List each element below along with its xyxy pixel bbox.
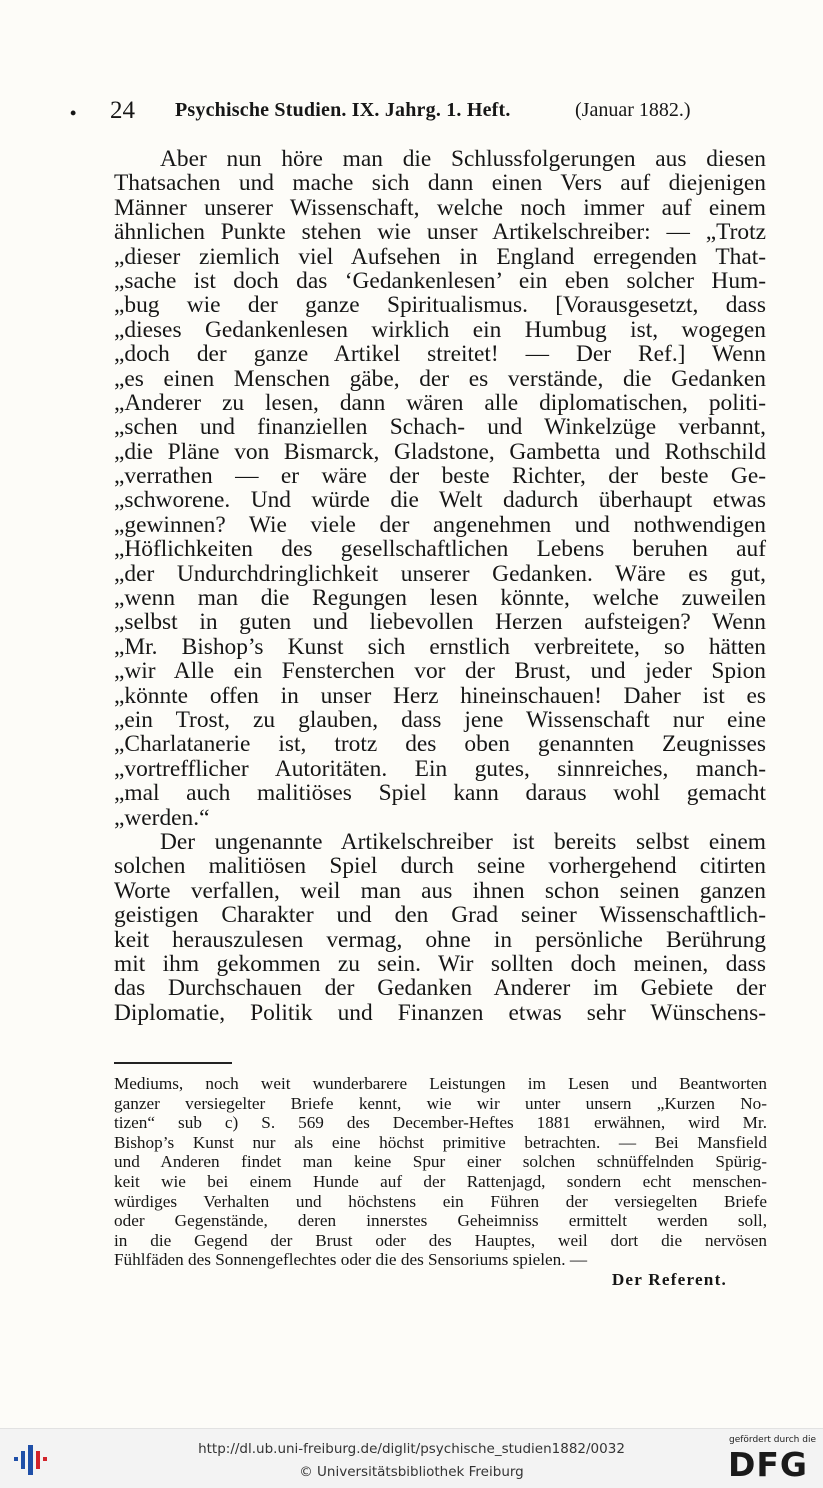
text-line: „es einen Menschen gäbe, der es verstände, die Gedanken	[114, 365, 766, 392]
text-line: „wir Alle ein Fensterchen vor der Brust, und jeder Spion	[114, 658, 766, 685]
text-line: „die Pläne von Bismarck, Gladstone, Gambetta und Rothschild	[114, 438, 766, 465]
text-line: „gewinnen? Wie viele der angenehmen und nothwendigen	[114, 511, 766, 538]
footnote-line: würdiges Verhalten und höchstens ein Führen der versiegelten Briefe	[114, 1191, 767, 1211]
viewer-footer	[0, 1428, 823, 1488]
page-number: 24	[110, 97, 135, 124]
copyright-notice: © Universitätsbibliothek Freiburg	[299, 1464, 524, 1480]
text-line: „schen und finanziellen Schach- und Winkelzüge verbannt,	[114, 414, 766, 441]
text-line: „ein Trost, zu glauben, dass jene Wissenschaft nur eine	[114, 706, 766, 733]
footnote-line: Mediums, noch weit wunderbarere Leistungen im Lesen und Beantworten	[114, 1074, 767, 1093]
text-line: ähnlichen Punkte stehen wie unser Artikelschreiber: — „Trotz	[114, 219, 766, 246]
text-line: Männer unserer Wissenschaft, welche noch immer auf einem	[114, 194, 766, 221]
footnote-signature: Der Referent.	[611, 1269, 727, 1289]
text-line: „werden.“	[114, 804, 210, 831]
text-line: Worte verfallen, weil man aus ihnen schon seinen ganzen	[114, 877, 766, 904]
text-line: „vortrefflicher Autoritäten. Ein gutes, sinnreiches, manch-	[114, 755, 766, 782]
text-line: „Mr. Bishop’s Kunst sich ernstlich verbreitete, so hätten	[114, 633, 766, 660]
footnote-line: ganzer versiegelter Briefe kennt, wie wir unter unsern „Kurzen No-	[114, 1093, 767, 1113]
text-line: das Durchschauen der Gedanken Anderer im Gebiete der	[114, 975, 766, 1002]
text-line: keit herauszulesen vermag, ohne in persönliche Berührung	[114, 926, 766, 953]
dfg-logo[interactable]	[722, 1435, 816, 1483]
footnote-line: und Anderen findet man keine Spur einer solchen schnüffelnden Spürig-	[114, 1152, 767, 1172]
text-line: Thatsachen und mache sich dann einen Vers auf diejenigen	[114, 170, 766, 197]
text-line: „bug wie der ganze Spiritualismus. [Vorausgesetzt, dass	[114, 292, 766, 319]
footnote-line: keit wie bei einem Hunde auf der Rattenjagd, sondern echt menschen-	[114, 1171, 767, 1191]
text-line: „dieser ziemlich viel Aufsehen in England erregenden That-	[114, 243, 766, 270]
permalink-url[interactable]: http://dl.ub.uni-freiburg.de/diglit/psychische_studien1882/0032	[198, 1441, 625, 1457]
main-text	[114, 147, 766, 1025]
text-line: „doch der ganze Artikel streitet! — Der Ref.] Wenn	[114, 341, 766, 368]
text-line: geistigen Charakter und den Grad seiner Wissenschaftlich-	[114, 902, 766, 929]
text-line: Aber nun höre man die Schlussfolgerungen aus diesen	[160, 146, 766, 172]
journal-title: Psychische Studien. IX. Jahrg. 1. Heft.	[175, 99, 511, 121]
footnote-line: oder Gegenstände, deren innerstes Geheimniss ermittelt werden soll,	[114, 1211, 767, 1231]
text-line: „schworene. Und würde die Welt dadurch überhaupt etwas	[114, 487, 766, 514]
footnote-line: Bishop’s Kunst nur als eine höchst primitive betrachten. — Bei Mansfield	[114, 1132, 767, 1152]
footnote-line: tizen“ sub c) S. 569 des December-Heftes 1881 erwähnen, wird Mr.	[114, 1113, 767, 1133]
text-line: „Charlatanerie ist, trotz des oben genannten Zeugnisses	[114, 731, 766, 758]
text-line: „Anderer zu lesen, dann wären alle diplomatischen, politi-	[114, 389, 766, 416]
text-line: „selbst in guten und liebevollen Herzen aufsteigen? Wenn	[114, 609, 766, 636]
footnote	[114, 1074, 767, 1290]
text-line: solchen malitiösen Spiel durch seine vorhergehend citirten	[114, 853, 766, 880]
running-header	[70, 97, 770, 127]
text-line: „der Undurchdringlichkeit unserer Gedanken. Wäre es gut,	[114, 560, 766, 587]
text-line: „verrathen — er wäre der beste Richter, der beste Ge-	[114, 463, 766, 490]
text-line: Diplomatie, Politik und Finanzen etwas sehr Wünschens-	[114, 999, 766, 1026]
footnote-rule	[114, 1062, 232, 1064]
text-line: „sache ist doch das ‘Gedankenlesen’ ein eben solcher Hum-	[114, 267, 766, 294]
text-line: „wenn man die Regungen lesen könnte, welche zuweilen	[114, 585, 766, 612]
text-line: „mal auch malitiöses Spiel kann daraus wohl gemacht	[114, 780, 766, 807]
text-line: „könnte offen in unser Herz hineinschauen! Daher ist es	[114, 682, 766, 709]
dfg-wordmark: DFG	[728, 1445, 809, 1484]
dfg-tagline: gefördert durch die	[729, 1435, 816, 1445]
text-line: Der ungenannte Artikelschreiber ist bereits selbst einem	[160, 828, 766, 855]
text-line: mit ihm gekommen zu sein. Wir sollten doch meinen, dass	[114, 950, 766, 977]
text-line: „dieses Gedankenlesen wirklich ein Humbug ist, wogegen	[114, 316, 766, 343]
issue-date: (Januar 1882.)	[575, 99, 691, 121]
footnote-line: in die Gegend der Brust oder des Hauptes, weil dort die nervösen	[114, 1230, 767, 1250]
text-line: „Höflichkeiten des gesellschaftlichen Lebens beruhen auf	[114, 536, 766, 563]
footnote-line: Fühlfäden des Sonnengeflechtes oder die des Sensoriums spielen. —	[114, 1250, 588, 1270]
margin-dot: •	[70, 103, 77, 123]
